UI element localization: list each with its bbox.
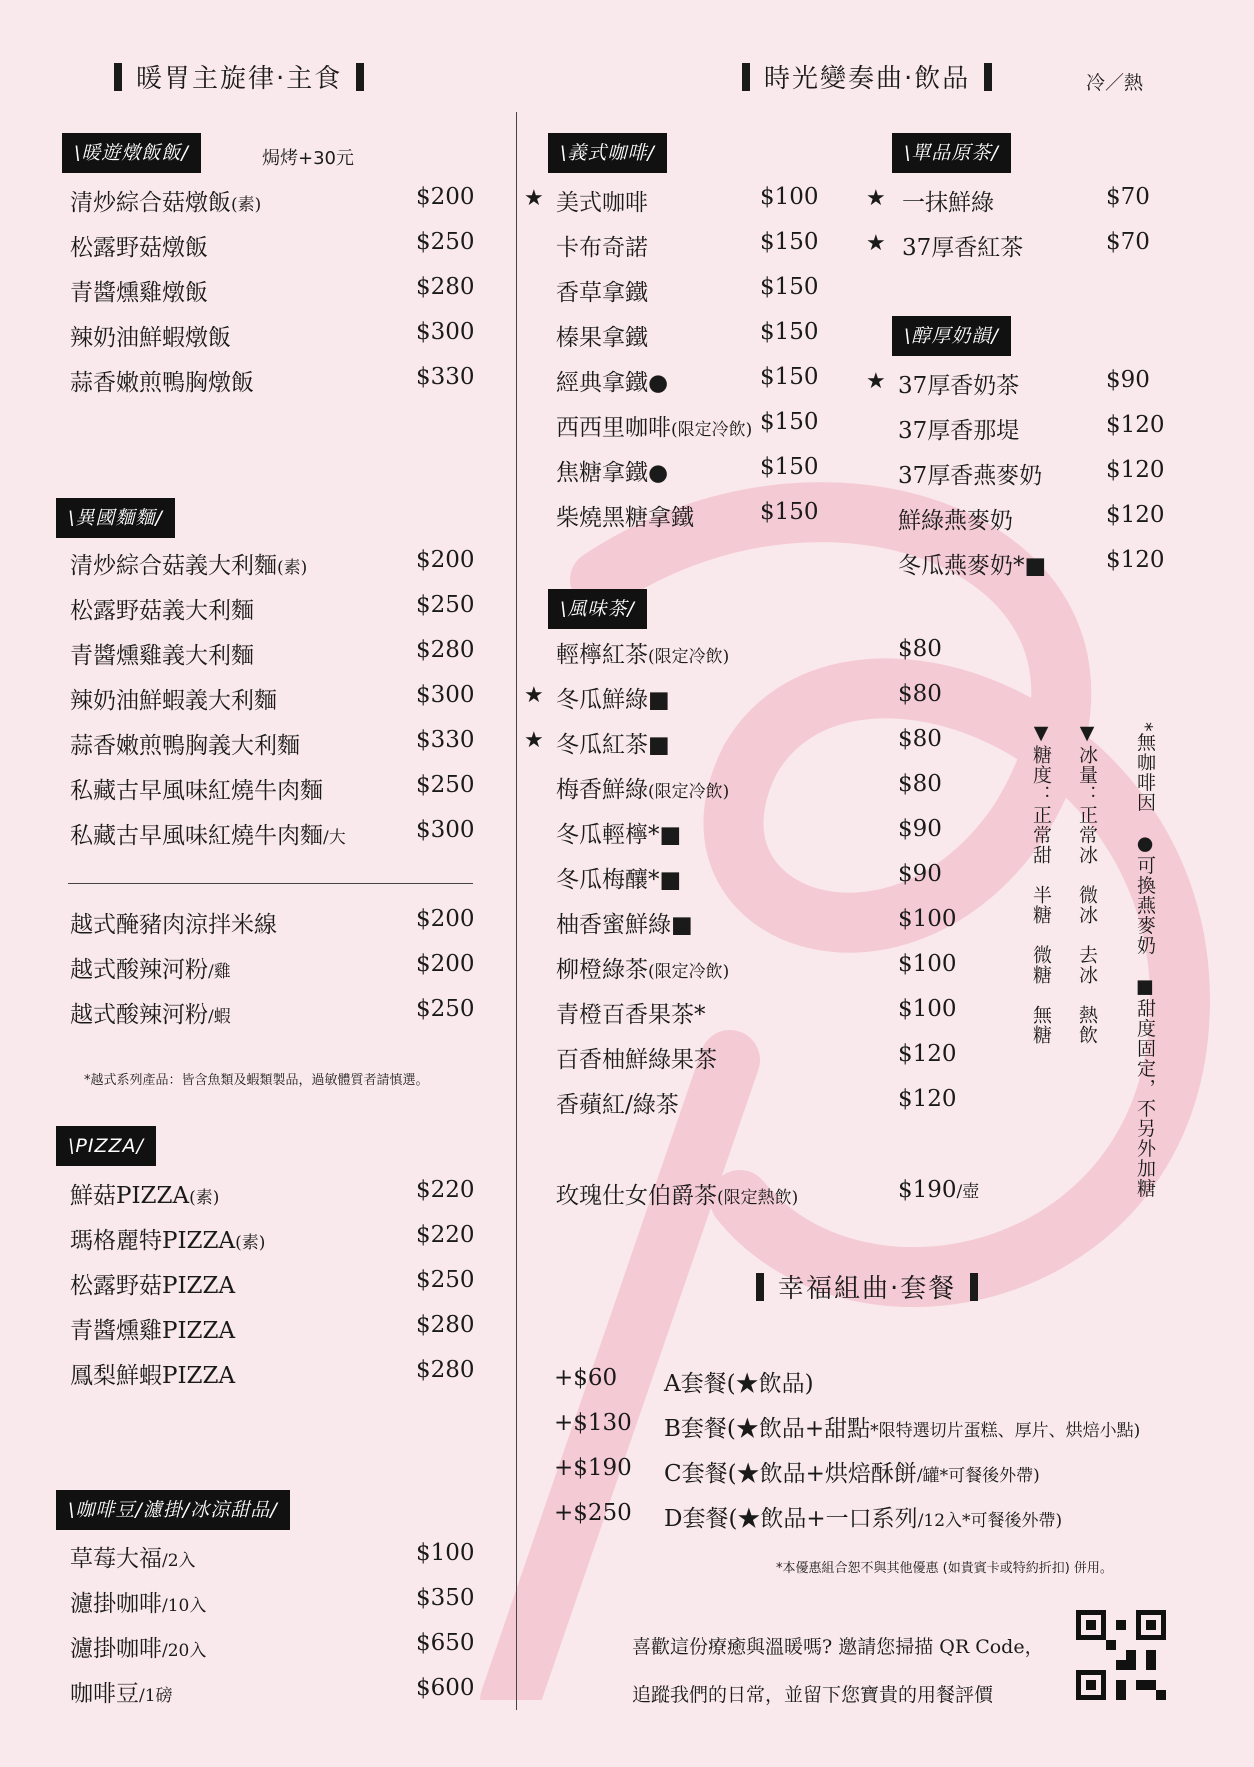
menu-item-label: 私藏古早風味紅燒牛肉麵 — [70, 778, 323, 804]
menu-item-label: 鮮菇PIZZA — [70, 1183, 190, 1209]
menu-item-price: $100 — [898, 906, 957, 932]
menu-item-name — [70, 319, 231, 352]
menu-item-name — [70, 229, 208, 262]
symbol-legend-note: *無咖啡因 ●可換燕麥奶 ■甜度固定，不另外加糖 — [1134, 722, 1156, 1199]
menu-item-label: 榛果拿鐵 — [556, 325, 648, 351]
noodle-viet-divider — [68, 883, 473, 884]
menu-item-price: $70 — [1106, 229, 1150, 255]
beans-tag: \咖啡豆/濾掛/冰涼甜品/ — [56, 1490, 290, 1530]
menu-item-label: 瑪格麗特PIZZA — [70, 1228, 236, 1254]
menu-item-price: $330 — [416, 364, 475, 390]
menu-item-price: $250 — [416, 772, 475, 798]
menu-item-name — [70, 637, 254, 670]
rice-tag: \暖遊燉飯飯/ — [62, 133, 201, 173]
set-label-text: C套餐(★飲品+烘焙酥餅 — [664, 1461, 917, 1487]
set-note: *本優惠組合恕不與其他優惠 (如貴賓卡或特約折扣) 併用。 — [776, 1561, 1113, 1576]
menu-item-label: 柚香蜜鮮綠■ — [556, 912, 693, 938]
menu-item-price: $250 — [416, 229, 475, 255]
menu-item-price: $100 — [760, 184, 819, 210]
menu-item-name — [902, 184, 994, 217]
menu-item-label: 越式酸辣河粉 — [70, 957, 208, 983]
coffee-tag: \義式咖啡/ — [548, 133, 667, 173]
menu-item-label: 清炒綜合菇燉飯 — [70, 190, 231, 216]
menu-item-price: $90 — [898, 861, 942, 887]
menu-item-note: (限定冷飲) — [648, 647, 730, 667]
menu-item-name — [556, 274, 648, 307]
menu-item-label: 草莓大福 — [70, 1546, 162, 1572]
menu-item-price: $220 — [416, 1222, 475, 1248]
menu-item-label: 百香柚鮮綠果茶 — [556, 1047, 717, 1073]
qr-invite-line-1: 喜歡這份療癒與溫暖嗎? 邀請您掃描 QR Code， — [632, 1636, 1044, 1658]
menu-item-label: 青醬燻雞義大利麵 — [70, 643, 254, 669]
menu-item-label: 37厚香燕麥奶 — [898, 463, 1043, 489]
menu-item-price: $250 — [416, 996, 475, 1022]
menu-item-note: (限定冷飲) — [648, 782, 730, 802]
menu-item-name — [70, 906, 277, 939]
menu-item-label: 梅香鮮綠 — [556, 777, 648, 803]
menu-item-note: (素) — [235, 1233, 266, 1253]
set-label — [664, 1455, 1040, 1488]
menu-item-price: $120 — [1106, 547, 1165, 573]
menu-item-price: $150 — [760, 454, 819, 480]
menu-item-price: $150 — [760, 229, 819, 255]
menu-item-price: $150 — [760, 319, 819, 345]
menu-item-label: 一抹鮮綠 — [902, 190, 994, 216]
menu-item-name — [898, 412, 1019, 445]
menu-item-price: $80 — [898, 636, 942, 662]
set-price: +$250 — [554, 1500, 632, 1526]
special-tea-name: 玫瑰仕女伯爵茶(限定熱飲) — [556, 1183, 799, 1209]
menu-item-name — [556, 454, 668, 487]
sugar-level-note: ▼糖度：正常甜 半糖 微糖 無糖 — [1030, 722, 1052, 1045]
menu-item-note: /2入 — [162, 1551, 196, 1571]
menu-item-label: 清炒綜合菇義大利麵 — [70, 553, 277, 579]
menu-item-name — [70, 1585, 206, 1618]
main-section-title: 暖胃主旋律‧主食 — [100, 58, 378, 95]
menu-item-price: $300 — [416, 817, 475, 843]
menu-item-price: $70 — [1106, 184, 1150, 210]
menu-item-label: 辣奶油鮮蝦義大利麵 — [70, 688, 277, 714]
menu-item-price: $150 — [760, 364, 819, 390]
menu-item-price: $120 — [898, 1041, 957, 1067]
menu-item-name — [70, 682, 277, 715]
menu-item-price: $200 — [416, 906, 475, 932]
set-section-title: 幸福組曲‧套餐 — [742, 1268, 992, 1305]
menu-item-name — [556, 906, 693, 939]
menu-item-price: $80 — [898, 726, 942, 752]
menu-item-name — [556, 681, 670, 714]
menu-item-label: 辣奶油鮮蝦燉飯 — [70, 325, 231, 351]
menu-item-price: $200 — [416, 547, 475, 573]
menu-item-name — [70, 1675, 173, 1708]
menu-item-label: 越式酸辣河粉 — [70, 1002, 208, 1028]
menu-item-label: 香草拿鐵 — [556, 280, 648, 306]
column-divider — [516, 112, 517, 1710]
menu-item-label: 青醬燻雞PIZZA — [70, 1318, 236, 1344]
menu-item-note: /10入 — [162, 1596, 207, 1616]
menu-item-label: 焦糖拿鐵● — [556, 460, 669, 486]
menu-item-note: /大 — [323, 828, 346, 848]
menu-item-label: 冬瓜鮮綠■ — [556, 687, 670, 713]
signature-star-icon: ★ — [866, 231, 886, 256]
set-price: +$60 — [554, 1365, 618, 1391]
menu-item-name — [70, 1357, 235, 1390]
menu-item-name — [898, 502, 1013, 535]
menu-item-label: 卡布奇諾 — [556, 235, 648, 261]
menu-item-label: 37厚香紅茶 — [902, 235, 1024, 261]
menu-item-price: $200 — [416, 951, 475, 977]
menu-item-label: 松露野菇燉飯 — [70, 235, 208, 261]
menu-item-name — [556, 1086, 679, 1119]
menu-item-price: $250 — [416, 592, 475, 618]
menu-item-note: (限定冷飲) — [671, 420, 753, 440]
menu-item-name — [556, 726, 670, 759]
menu-item-price: $120 — [1106, 457, 1165, 483]
menu-item-name — [556, 996, 706, 1029]
menu-item-name — [70, 1177, 219, 1210]
menu-item-price: $90 — [1106, 367, 1150, 393]
noodle-tag: \異國麵麵/ — [56, 498, 175, 538]
signature-star-icon: ★ — [524, 683, 544, 708]
special-tea-price: $190/壺 — [898, 1177, 980, 1203]
menu-item-price: $220 — [416, 1177, 475, 1203]
set-label — [664, 1410, 1140, 1443]
menu-item-name — [556, 1041, 717, 1074]
menu-item-name — [556, 319, 648, 352]
flavor-tea-tag: \風味茶/ — [548, 589, 647, 629]
menu-item-name — [70, 364, 254, 397]
set-detail: /罐*可餐後外帶) — [916, 1466, 1040, 1486]
menu-item-price: $300 — [416, 319, 475, 345]
menu-item-note: /1磅 — [139, 1686, 173, 1706]
menu-item-price: $650 — [416, 1630, 475, 1656]
menu-item-name — [902, 229, 1023, 262]
menu-item-label: 冬瓜梅釀*■ — [556, 867, 682, 893]
set-label-text: B套餐(★飲品+甜點 — [664, 1416, 871, 1442]
menu-item-price: $250 — [416, 1267, 475, 1293]
menu-item-label: 柴燒黑糖拿鐵 — [556, 505, 694, 531]
menu-item-label: 西西里咖啡 — [556, 415, 671, 441]
hot-cold-label: 冷／熱 — [1086, 72, 1144, 94]
signature-star-icon: ★ — [866, 369, 886, 394]
menu-item-name — [70, 1540, 196, 1573]
rice-gratin-note: 焗烤+30元 — [262, 148, 354, 169]
menu-item-name — [70, 592, 254, 625]
menu-item-name — [556, 771, 729, 804]
menu-item-label: 青橙百香果茶* — [556, 1002, 706, 1028]
menu-item-label: 濾掛咖啡 — [70, 1636, 162, 1662]
menu-item-price: $120 — [1106, 412, 1165, 438]
menu-item-label: 37厚香那堤 — [898, 418, 1020, 444]
set-label — [664, 1365, 814, 1398]
menu-item-name — [70, 1312, 235, 1345]
set-price: +$190 — [554, 1455, 632, 1481]
set-label — [664, 1500, 1062, 1533]
signature-star-icon: ★ — [866, 186, 886, 211]
menu-item-label: 冬瓜紅茶■ — [556, 732, 670, 758]
menu-item-label: 鮮綠燕麥奶 — [898, 508, 1013, 534]
menu-item-price: $300 — [416, 682, 475, 708]
tea-single-tag: \單品原茶/ — [892, 133, 1011, 173]
qr-invite-line-2: 追蹤我們的日常，並留下您寶貴的用餐評價 — [632, 1684, 994, 1706]
menu-item-name — [70, 951, 231, 984]
menu-item-price: $100 — [898, 951, 957, 977]
menu-item-price: $100 — [898, 996, 957, 1022]
set-label-text: A套餐(★飲品) — [664, 1371, 814, 1397]
qr-code-icon[interactable] — [1076, 1610, 1166, 1700]
menu-item-name — [556, 861, 681, 894]
menu-item-name — [556, 409, 752, 442]
menu-item-name — [898, 547, 1046, 580]
menu-item-name — [70, 184, 261, 217]
menu-item-label: 冬瓜燕麥奶*■ — [898, 553, 1047, 579]
menu-item-label: 美式咖啡 — [556, 190, 648, 216]
menu-item-name — [70, 772, 323, 805]
menu-item-label: 濾掛咖啡 — [70, 1591, 162, 1617]
menu-item-name — [70, 817, 346, 850]
signature-star-icon: ★ — [524, 186, 544, 211]
menu-item-label: 松露野菇PIZZA — [70, 1273, 236, 1299]
menu-item-name — [70, 547, 307, 580]
signature-star-icon: ★ — [524, 728, 544, 753]
menu-item-price: $280 — [416, 274, 475, 300]
menu-item-name — [70, 274, 208, 307]
menu-item-name — [70, 1267, 235, 1300]
menu-item-name — [556, 951, 729, 984]
set-label-text: D套餐(★飲品+一口系列 — [664, 1506, 918, 1532]
menu-item-price: $600 — [416, 1675, 475, 1701]
menu-item-note: /雞 — [208, 962, 231, 982]
ice-level-note: ▼冰量：正常冰 微冰 去冰 熱飲 — [1076, 722, 1098, 1045]
menu-item-label: 松露野菇義大利麵 — [70, 598, 254, 624]
menu-item-price: $150 — [760, 409, 819, 435]
menu-item-label: 香蘋紅/綠茶 — [556, 1092, 679, 1118]
menu-item-name — [556, 184, 648, 217]
menu-item-name — [70, 1222, 265, 1255]
menu-item-name — [556, 636, 729, 669]
menu-item-label: 青醬燻雞燉飯 — [70, 280, 208, 306]
milk-tag: \醇厚奶韻/ — [892, 316, 1011, 356]
menu-item-price: $90 — [898, 816, 942, 842]
menu-item-label: 蒜香嫩煎鴨胸燉飯 — [70, 370, 254, 396]
menu-item-label: 私藏古早風味紅燒牛肉麵 — [70, 823, 323, 849]
menu-item-price: $350 — [416, 1585, 475, 1611]
menu-item-note: (限定冷飲) — [648, 962, 730, 982]
menu-item-price: $280 — [416, 1312, 475, 1338]
menu-item-price: $80 — [898, 681, 942, 707]
set-detail: /12入*可餐後外帶) — [917, 1511, 1063, 1531]
menu-item-name — [70, 1630, 206, 1663]
menu-item-name — [556, 816, 681, 849]
menu-item-note: (素) — [231, 195, 262, 215]
menu-item-price: $280 — [416, 1357, 475, 1383]
menu-item-label: 37厚香奶茶 — [898, 373, 1020, 399]
menu-item-name — [556, 229, 648, 262]
menu-item-note: /蝦 — [208, 1007, 231, 1027]
set-price: +$130 — [554, 1410, 632, 1436]
menu-item-name — [70, 996, 231, 1029]
menu-item-price: $200 — [416, 184, 475, 210]
menu-item-price: $150 — [760, 274, 819, 300]
menu-item-label: 鳳梨鮮蝦PIZZA — [70, 1363, 236, 1389]
menu-item-label: 咖啡豆 — [70, 1681, 139, 1707]
menu-item-price: $330 — [416, 727, 475, 753]
menu-item-name — [556, 499, 694, 532]
menu-item-name — [556, 364, 668, 397]
menu-item-label: 經典拿鐵● — [556, 370, 669, 396]
menu-item-note: (素) — [277, 558, 308, 578]
menu-item-name — [898, 457, 1042, 490]
menu-item-label: 越式醃豬肉涼拌米線 — [70, 912, 277, 938]
viet-note: *越式系列產品：皆含魚類及蝦類製品，過敏體質者請慎選。 — [84, 1073, 429, 1088]
menu-item-label: 蒜香嫩煎鴨胸義大利麵 — [70, 733, 300, 759]
menu-item-price: $150 — [760, 499, 819, 525]
menu-item-label: 冬瓜輕檸*■ — [556, 822, 682, 848]
menu-item-price: $120 — [898, 1086, 957, 1112]
drink-section-title: 時光變奏曲‧飲品 — [728, 58, 1006, 95]
menu-item-note: (素) — [189, 1188, 220, 1208]
menu-item-note: /20入 — [162, 1641, 207, 1661]
menu-item-price: $280 — [416, 637, 475, 663]
menu-item-price: $80 — [898, 771, 942, 797]
pizza-tag: \PIZZA/ — [56, 1126, 156, 1166]
menu-item-price: $100 — [416, 1540, 475, 1566]
menu-item-price: $120 — [1106, 502, 1165, 528]
set-detail: *限特選切片蛋糕、厚片、烘焙小點) — [870, 1421, 1141, 1441]
menu-item-name — [898, 367, 1019, 400]
menu-item-name — [70, 727, 300, 760]
menu-item-label: 柳橙綠茶 — [556, 957, 648, 983]
menu-item-label: 輕檸紅茶 — [556, 642, 648, 668]
